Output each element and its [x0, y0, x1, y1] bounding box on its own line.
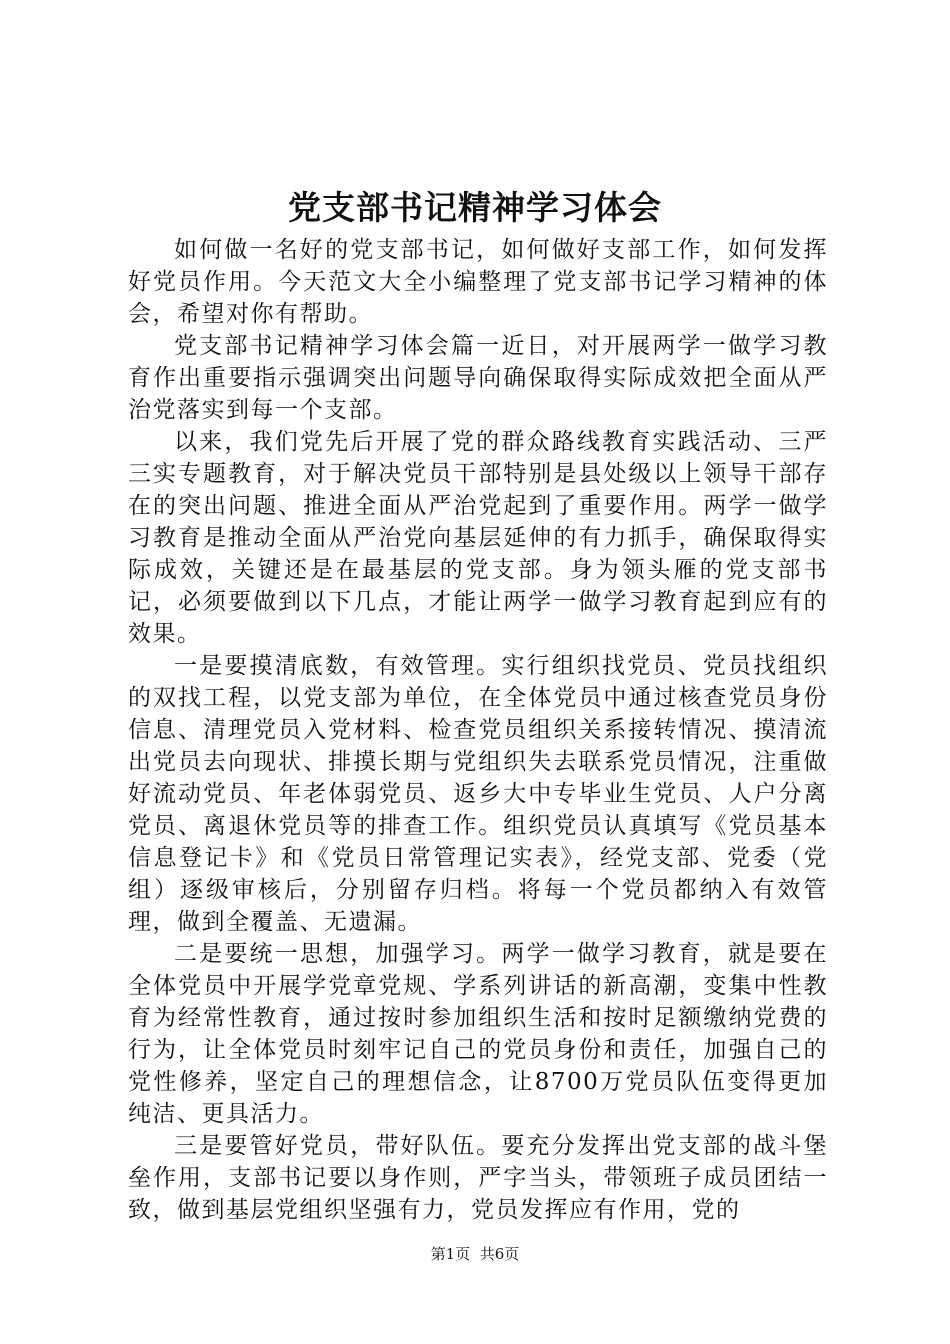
- page-number: 第1页: [430, 1245, 471, 1263]
- body-paragraph: 如何做一名好的党支部书记，如何做好支部工作，如何发挥好党员作用。今天范文大全小编整理了党支部书记学习精神的体会，希望对你有帮助。: [128, 237, 828, 327]
- body-paragraph: 一是要摸清底数，有效管理。实行组织找党员、党员找组织的双找工程，以党支部为单位，在全体党员中通过核查党员身份信息、清理党员入党材料、检查党员组织关系接转情况、摸清流出党员去向现状、排摸长期与党组织失去联系党员情况，注重做好流动党员、年老体弱党员、返乡大中专毕业生党员、人户分离党员、离退休党员等的排查工作。组织党员认真填写《党员基本信息登记卡》和《党员日常管理记实表》，经党支部、党委（党组）逐级审核后，分别留存归档。将每一个党员都纳入有效管理，做到全覆盖、无遗漏。: [128, 653, 828, 935]
- body-paragraph: 三是要管好党员，带好队伍。要充分发挥出党支部的战斗堡垒作用，支部书记要以身作则，严字当头，带领班子成员团结一致，做到基层党组织坚强有力，党员发挥应有作用，党的: [128, 1133, 828, 1223]
- body-paragraph: 党支部书记精神学习体会篇一近日，对开展两学一做学习教育作出重要指示强调突出问题导向确保取得实际成效把全面从严治党落实到每一个支部。: [128, 333, 828, 423]
- page-footer: [0, 1244, 950, 1264]
- footer-separator: [470, 1245, 480, 1263]
- document-body: [128, 234, 828, 1226]
- body-paragraph: 二是要统一思想，加强学习。两学一做学习教育，就是要在全体党员中开展学党章党规、学系列讲话的新高潮，变集中性教育为经常性教育，通过按时参加组织生活和按时足额缴纳党费的行为，让全体党员时刻牢记自己的党员身份和责任，加强自己的党性修养，坚定自己的理想信念，让8700万党员队伍变得更加纯洁、更具活力。: [128, 941, 828, 1127]
- document-title: 党支部书记精神学习体会: [288, 188, 662, 227]
- body-paragraph: 以来，我们党先后开展了党的群众路线教育实践活动、三严三实专题教育，对于解决党员干部特别是县处级以上领导干部存在的突出问题、推进全面从严治党起到了重要作用。两学一做学习教育是推动全面从严治党向基层延伸的有力抓手，确保取得实际成效，关键还是在最基层的党支部。身为领头雁的党支部书记，必须要做到以下几点，才能让两学一做学习教育起到应有的效果。: [128, 429, 828, 647]
- page-total: 共6页: [479, 1245, 520, 1263]
